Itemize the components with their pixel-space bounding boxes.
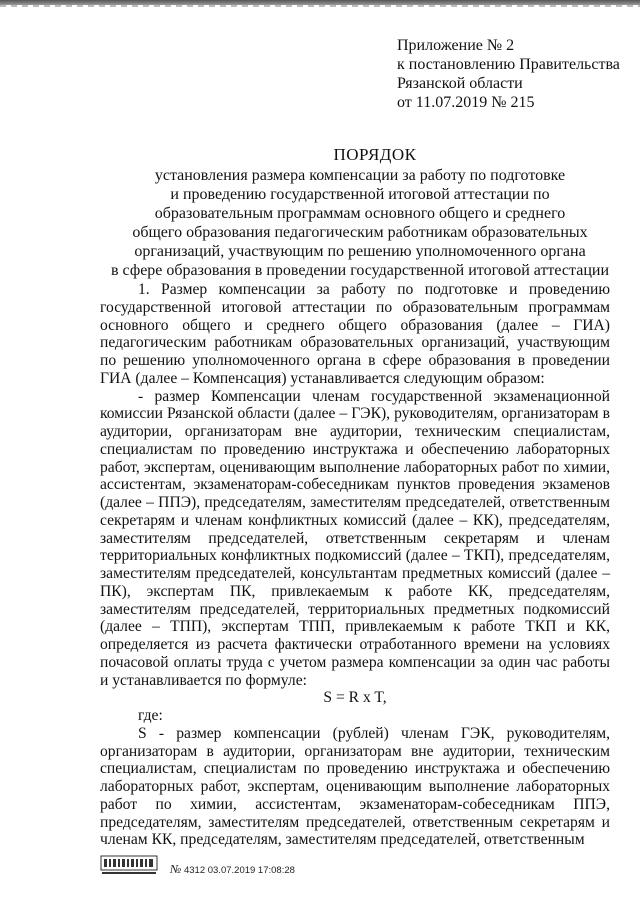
registration-number-date: 4312 03.07.2019 17:08:28 bbox=[183, 865, 295, 876]
registration-footer bbox=[100, 842, 320, 882]
registration-stamp-text bbox=[170, 862, 295, 877]
paragraph-1: 1. Размер компенсации за работу по подготовке и проведению государственной итоговой аттестации по образовательным программам основного общего и среднего общего образования (далее – ГИА) педагогическим работникам образовательных организаций, участвующим по решению уполномоченного органа в сфере образования в проведении ГИА (далее – Компенсация) устанавливается следующим образом: bbox=[100, 281, 610, 387]
appendix-block bbox=[397, 36, 620, 112]
heading-line: организаций, участвующим по решению уполномоченного органа bbox=[134, 243, 586, 260]
heading-line: общего образования педагогическим работникам образовательных bbox=[132, 224, 588, 241]
document-title: ПОРЯДОК bbox=[333, 145, 417, 164]
formula: S = R x T, bbox=[323, 689, 387, 707]
number-sign: № bbox=[170, 862, 182, 876]
appendix-date: от 11.07.2019 № 215 bbox=[397, 94, 535, 111]
heading-line: в сфере образования в проведении государственной итоговой аттестации bbox=[110, 262, 609, 279]
where-label: где: bbox=[138, 707, 163, 724]
appendix-number: Приложение № 2 bbox=[397, 37, 515, 54]
paragraph-definition-s: S - размер компенсации (рублей) членам ГЭК, руководителям, организаторам в аудитории, организаторам вне аудитории, техническим специалистам, специалистам по проведению инструктажа и обеспечению лабораторных работ, экспертам, оценивающим выполнение лабораторных работ по химии, ассистентам, экзаменаторам-собеседникам ППЭ, председателям, заместителям председателей, ответственным секретарям и членам КК, председателям, заместителям председателей, ответственным bbox=[100, 724, 610, 849]
appendix-region: Рязанской области bbox=[397, 75, 523, 92]
document-body bbox=[100, 281, 610, 849]
appendix-resolution: к постановлению Правительства bbox=[397, 56, 620, 73]
heading-line: установления размера компенсации за работу по подготовке bbox=[154, 167, 566, 184]
paragraph-compensation-size: - размер Компенсации членам государственной экзаменационной комиссии Рязанской области (далее – ГЭК), руководителям, организаторам в аудитории, организаторам вне аудитории, техническим специалистам, специалистам по проведению инструктажа и обеспечению лабораторных работ, экспертам, оценивающим выполнение лабораторных работ по химии, ассистентам, экзаменаторам-собеседникам пунктов проведения экзаменов (далее – ППЭ), председателям, заместителям председателей, ответственным секретарям и членам конфликтных комиссий (далее – КК), председателям, заместителям председателей, ответственным секретарям и членам территориальных конфликтных подкомиссий (далее – ТКП), председателям, заместителям председателей, консультантам предметных комиссий (далее – ПК), экспертам ПК, привлекаемым к работе КК, председателям, заместителям председателей, территориальных предметных подкомиссий (далее – ТПП), экспертам ТПП, привлекаемым к работе ТКП и КК, определяется из расчета фактически отработанного времени на условиях почасовой оплаты труда с учетом размера компенсации за один час работы и устанавливается по формуле: bbox=[100, 387, 610, 689]
heading-line: и проведению государственной итоговой аттестации по bbox=[170, 186, 550, 203]
top-scan-edge bbox=[0, 0, 640, 5]
heading-line: образовательным программам основного общего и среднего bbox=[154, 205, 566, 222]
document-heading bbox=[100, 145, 620, 280]
barcode-stamp bbox=[100, 850, 158, 876]
